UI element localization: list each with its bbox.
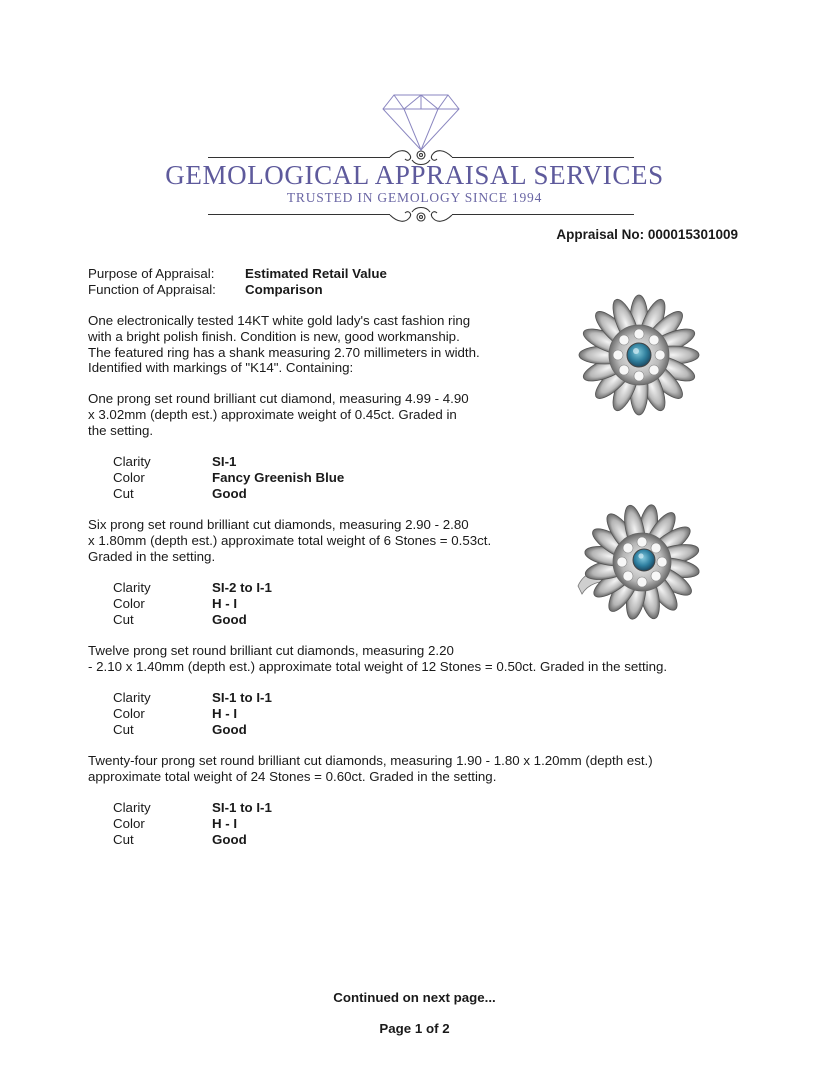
- cut-value: Good: [212, 722, 247, 737]
- ring-photo-side: [574, 502, 704, 626]
- cut-label: Cut: [113, 486, 134, 501]
- color-value: H - I: [212, 596, 238, 611]
- header-rule-bottom: [208, 214, 390, 215]
- header-rule-top: [452, 157, 634, 158]
- stone-description: Six prong set round brilliant cut diamonds, measuring 2.90 - 2.80 x 1.80mm (depth est.) approximate total weight of 6 Stones = 0.53ct. Graded in the setting.: [88, 517, 492, 564]
- ornament-icon: [388, 204, 454, 226]
- clarity-value: SI-2 to I-1: [212, 580, 272, 595]
- company-name: GEMOLOGICAL APPRAISAL SERVICES: [165, 160, 664, 190]
- color-label: Color: [113, 816, 145, 831]
- clarity-label: Clarity: [113, 800, 151, 815]
- cut-label: Cut: [113, 612, 134, 627]
- cut-value: Good: [212, 832, 247, 847]
- cut-value: Good: [212, 612, 247, 627]
- header-rule-bottom: [452, 214, 634, 215]
- stone-description: One prong set round brilliant cut diamond, measuring 4.99 - 4.90 x 3.02mm (depth est.) approximate weight of 0.45ct. Graded in the setting.: [88, 391, 469, 438]
- diamond-icon: [382, 93, 460, 151]
- cut-value: Good: [212, 486, 247, 501]
- color-value: H - I: [212, 706, 238, 721]
- purpose-value: Estimated Retail Value: [245, 266, 387, 281]
- stone-description: Twenty-four prong set round brilliant cut diamonds, measuring 1.90 - 1.80 x 1.20mm (depth est.) approximate total weight of 24 Stones = 0.60ct. Graded in the setting.: [88, 753, 653, 784]
- ring-photo-top: [577, 293, 701, 417]
- clarity-value: SI-1 to I-1: [212, 800, 272, 815]
- company-tagline: TRUSTED IN GEMOLOGY SINCE 1994: [286, 190, 543, 205]
- stone-description: Twelve prong set round brilliant cut diamonds, measuring 2.20 - 2.10 x 1.40mm (depth est.) approximate total weight of 12 Stones = 0.50ct. Graded in the setting.: [88, 643, 668, 674]
- color-value: Fancy Greenish Blue: [212, 470, 345, 485]
- color-label: Color: [113, 470, 145, 485]
- continued-note: Continued on next page...: [333, 990, 496, 1005]
- function-value: Comparison: [245, 282, 323, 297]
- function-label: Function of Appraisal:: [88, 282, 216, 297]
- clarity-label: Clarity: [113, 580, 151, 595]
- color-label: Color: [113, 706, 145, 721]
- clarity-value: SI-1 to I-1: [212, 690, 272, 705]
- clarity-label: Clarity: [113, 690, 151, 705]
- color-value: H - I: [212, 816, 238, 831]
- appraisal-number: Appraisal No: 000015301009: [556, 227, 738, 242]
- header-rule-top: [208, 157, 390, 158]
- clarity-value: SI-1: [212, 454, 237, 469]
- color-label: Color: [113, 596, 145, 611]
- clarity-label: Clarity: [113, 454, 151, 469]
- cut-label: Cut: [113, 722, 134, 737]
- cut-label: Cut: [113, 832, 134, 847]
- page-number: Page 1 of 2: [379, 1021, 450, 1036]
- purpose-label: Purpose of Appraisal:: [88, 266, 215, 281]
- ring-description: One electronically tested 14KT white gold lady's cast fashion ring with a bright polish finish. Condition is new, good workmanship. The featured ring has a shank measuring 2.70 millimeters in width. Identified with markings of "K14". Containing:: [88, 313, 480, 376]
